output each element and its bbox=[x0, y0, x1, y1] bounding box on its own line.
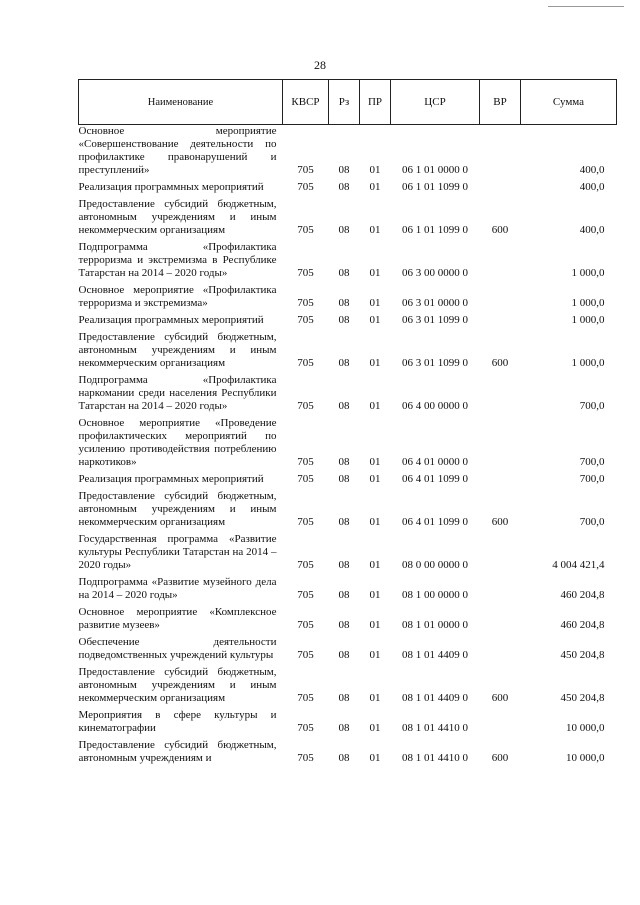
cell-rz: 08 bbox=[338, 619, 350, 631]
cell-name: Реализация программных мероприятий bbox=[78, 314, 264, 326]
cell-rz: 08 bbox=[338, 752, 350, 764]
cell-name: Подпрограмма «Профилактика наркомании среди населения Республики Татарстан на 2014 – 2020 годы» bbox=[78, 374, 277, 412]
cell-kvsr: 705 bbox=[297, 649, 314, 661]
cell-csr: 08 1 01 4410 0 bbox=[402, 722, 468, 734]
cell-csr: 06 4 00 0000 0 bbox=[402, 400, 468, 412]
cell-vr bbox=[480, 576, 521, 606]
cell-sum: 10 000,0 bbox=[566, 752, 605, 764]
cell-vr bbox=[480, 314, 521, 331]
corner-rule bbox=[548, 6, 624, 7]
cell-vr: 600 bbox=[491, 516, 509, 528]
cell-vr: 600 bbox=[491, 224, 509, 236]
cell-kvsr: 705 bbox=[297, 559, 314, 571]
cell-sum: 450 204,8 bbox=[560, 649, 605, 661]
table-row bbox=[79, 198, 617, 241]
cell-pr: 01 bbox=[369, 314, 381, 326]
cell-rz: 08 bbox=[338, 722, 350, 734]
cell-vr bbox=[480, 241, 521, 284]
cell-csr: 08 0 00 0000 0 bbox=[402, 559, 468, 571]
table-row bbox=[79, 606, 617, 636]
cell-kvsr: 705 bbox=[297, 516, 314, 528]
cell-vr bbox=[480, 606, 521, 636]
cell-vr bbox=[480, 125, 521, 182]
cell-pr: 01 bbox=[369, 456, 381, 468]
cell-name: Основное мероприятие «Профилактика терроризма и экстремизма» bbox=[78, 284, 277, 309]
cell-kvsr: 705 bbox=[297, 456, 314, 468]
cell-rz: 08 bbox=[338, 589, 350, 601]
cell-rz: 08 bbox=[338, 357, 350, 369]
cell-pr: 01 bbox=[369, 692, 381, 704]
table-row bbox=[79, 490, 617, 533]
cell-vr bbox=[480, 473, 521, 490]
cell-rz: 08 bbox=[338, 559, 350, 571]
cell-vr bbox=[480, 374, 521, 417]
cell-kvsr: 705 bbox=[297, 692, 314, 704]
cell-pr: 01 bbox=[369, 559, 381, 571]
cell-csr: 06 3 01 0000 0 bbox=[402, 297, 468, 309]
cell-kvsr: 705 bbox=[297, 314, 314, 326]
cell-pr: 01 bbox=[369, 752, 381, 764]
cell-sum: 1 000,0 bbox=[571, 297, 605, 309]
cell-sum: 10 000,0 bbox=[566, 722, 605, 734]
cell-kvsr: 705 bbox=[297, 224, 314, 236]
cell-kvsr: 705 bbox=[297, 297, 314, 309]
cell-pr: 01 bbox=[369, 357, 381, 369]
cell-pr: 01 bbox=[369, 400, 381, 412]
cell-name: Предоставление субсидий бюджетным, автономным учреждениям и иным некоммерческим организациям bbox=[78, 490, 277, 528]
cell-name: Подпрограмма «Профилактика терроризма и экстремизма в Республике Татарстан на 2014 – 2020 годы» bbox=[78, 241, 277, 279]
header-kvsr: КВСР bbox=[283, 80, 329, 125]
table-row bbox=[79, 417, 617, 473]
table-row bbox=[79, 709, 617, 739]
cell-name: Предоставление субсидий бюджетным, автономным учреждениям и иным некоммерческим организациям bbox=[78, 331, 277, 369]
cell-vr bbox=[480, 417, 521, 473]
page-number: 28 bbox=[314, 58, 326, 72]
cell-name: Основное мероприятие «Совершенствование деятельности по профилактике правонарушений и преступлений» bbox=[78, 125, 277, 176]
cell-csr: 08 1 01 4409 0 bbox=[402, 649, 468, 661]
cell-kvsr: 705 bbox=[297, 400, 314, 412]
cell-rz: 08 bbox=[338, 297, 350, 309]
cell-rz: 08 bbox=[338, 456, 350, 468]
table-row bbox=[79, 314, 617, 331]
cell-name: Обеспечение деятельности подведомственных учреждений культуры bbox=[78, 636, 277, 661]
cell-kvsr: 705 bbox=[297, 164, 314, 176]
cell-pr: 01 bbox=[369, 589, 381, 601]
cell-sum: 700,0 bbox=[579, 473, 605, 485]
cell-name: Реализация программных мероприятий bbox=[78, 473, 264, 485]
table-body bbox=[79, 125, 617, 770]
cell-kvsr: 705 bbox=[297, 473, 314, 485]
table-row bbox=[79, 181, 617, 198]
cell-rz: 08 bbox=[338, 400, 350, 412]
cell-pr: 01 bbox=[369, 473, 381, 485]
cell-sum: 460 204,8 bbox=[560, 619, 605, 631]
cell-sum: 400,0 bbox=[579, 224, 605, 236]
cell-sum: 700,0 bbox=[579, 400, 605, 412]
cell-csr: 06 4 01 1099 0 bbox=[402, 516, 468, 528]
table-row bbox=[79, 125, 617, 182]
cell-pr: 01 bbox=[369, 516, 381, 528]
cell-pr: 01 bbox=[369, 722, 381, 734]
cell-csr: 06 4 01 0000 0 bbox=[402, 456, 468, 468]
table-row bbox=[79, 576, 617, 606]
cell-vr: 600 bbox=[491, 692, 509, 704]
cell-rz: 08 bbox=[338, 267, 350, 279]
cell-kvsr: 705 bbox=[297, 752, 314, 764]
cell-kvsr: 705 bbox=[297, 722, 314, 734]
cell-rz: 08 bbox=[338, 181, 350, 193]
cell-rz: 08 bbox=[338, 516, 350, 528]
cell-pr: 01 bbox=[369, 181, 381, 193]
cell-kvsr: 705 bbox=[297, 181, 314, 193]
cell-csr: 06 1 01 1099 0 bbox=[402, 224, 468, 236]
cell-pr: 01 bbox=[369, 224, 381, 236]
cell-csr: 08 1 01 4409 0 bbox=[402, 692, 468, 704]
cell-rz: 08 bbox=[338, 224, 350, 236]
cell-csr: 08 1 01 4410 0 bbox=[402, 752, 468, 764]
cell-sum: 400,0 bbox=[579, 164, 605, 176]
cell-pr: 01 bbox=[369, 267, 381, 279]
cell-rz: 08 bbox=[338, 164, 350, 176]
cell-name: Подпрограмма «Развитие музейного дела на 2014 – 2020 годы» bbox=[78, 576, 277, 601]
table-row bbox=[79, 739, 617, 769]
cell-sum: 400,0 bbox=[579, 181, 605, 193]
cell-kvsr: 705 bbox=[297, 619, 314, 631]
cell-vr: 600 bbox=[491, 752, 509, 764]
table-row bbox=[79, 666, 617, 709]
table-row bbox=[79, 533, 617, 576]
cell-vr bbox=[480, 533, 521, 576]
cell-sum: 700,0 bbox=[579, 456, 605, 468]
header-vr: ВР bbox=[480, 80, 521, 125]
cell-rz: 08 bbox=[338, 314, 350, 326]
cell-vr: 600 bbox=[491, 357, 509, 369]
header-csr: ЦСР bbox=[391, 80, 480, 125]
header-name: Наименование bbox=[79, 80, 283, 125]
cell-kvsr: 705 bbox=[297, 589, 314, 601]
cell-sum: 700,0 bbox=[579, 516, 605, 528]
cell-csr: 08 1 01 0000 0 bbox=[402, 619, 468, 631]
header-pr: ПР bbox=[360, 80, 391, 125]
header-sum: Сумма bbox=[521, 80, 617, 125]
cell-sum: 4 004 421,4 bbox=[552, 559, 605, 571]
cell-csr: 06 3 01 1099 0 bbox=[402, 357, 468, 369]
cell-name: Основное мероприятие «Проведение профилактических мероприятий по усилению противодействия потреблению наркотиков» bbox=[78, 417, 277, 468]
cell-name: Предоставление субсидий бюджетным, автономным учреждениям и иным некоммерческим организациям bbox=[78, 198, 277, 236]
header-rz: Рз bbox=[329, 80, 360, 125]
cell-csr: 06 3 01 1099 0 bbox=[402, 314, 468, 326]
table-row bbox=[79, 473, 617, 490]
cell-csr: 08 1 00 0000 0 bbox=[402, 589, 468, 601]
cell-sum: 1 000,0 bbox=[571, 314, 605, 326]
cell-sum: 460 204,8 bbox=[560, 589, 605, 601]
cell-rz: 08 bbox=[338, 692, 350, 704]
cell-csr: 06 4 01 1099 0 bbox=[402, 473, 468, 485]
budget-table bbox=[78, 79, 617, 769]
cell-vr bbox=[480, 284, 521, 314]
cell-kvsr: 705 bbox=[297, 267, 314, 279]
table-header-row bbox=[79, 80, 617, 125]
cell-csr: 06 3 00 0000 0 bbox=[402, 267, 468, 279]
cell-sum: 450 204,8 bbox=[560, 692, 605, 704]
cell-csr: 06 1 01 0000 0 bbox=[402, 164, 468, 176]
cell-rz: 08 bbox=[338, 473, 350, 485]
cell-name: Реализация программных мероприятий bbox=[78, 181, 264, 193]
cell-name: Государственная программа «Развитие культуры Республики Татарстан на 2014 – 2020 годы» bbox=[78, 533, 277, 571]
cell-name: Мероприятия в сфере культуры и кинематографии bbox=[78, 709, 277, 734]
table-row bbox=[79, 374, 617, 417]
table-row bbox=[79, 284, 617, 314]
cell-name: Предоставление субсидий бюджетным, автономным учреждениям и иным некоммерческим организациям bbox=[78, 666, 277, 704]
cell-vr bbox=[480, 636, 521, 666]
cell-name: Предоставление субсидий бюджетным, автономным учреждениям и bbox=[78, 739, 277, 764]
cell-sum: 1 000,0 bbox=[571, 357, 605, 369]
cell-name: Основное мероприятие «Комплексное развитие музеев» bbox=[78, 606, 277, 631]
table-row bbox=[79, 331, 617, 374]
cell-vr bbox=[480, 181, 521, 198]
cell-pr: 01 bbox=[369, 649, 381, 661]
cell-pr: 01 bbox=[369, 164, 381, 176]
cell-rz: 08 bbox=[338, 649, 350, 661]
table-row bbox=[79, 241, 617, 284]
cell-pr: 01 bbox=[369, 297, 381, 309]
cell-kvsr: 705 bbox=[297, 357, 314, 369]
cell-sum: 1 000,0 bbox=[571, 267, 605, 279]
table-row bbox=[79, 636, 617, 666]
cell-csr: 06 1 01 1099 0 bbox=[402, 181, 468, 193]
cell-vr bbox=[480, 709, 521, 739]
cell-pr: 01 bbox=[369, 619, 381, 631]
